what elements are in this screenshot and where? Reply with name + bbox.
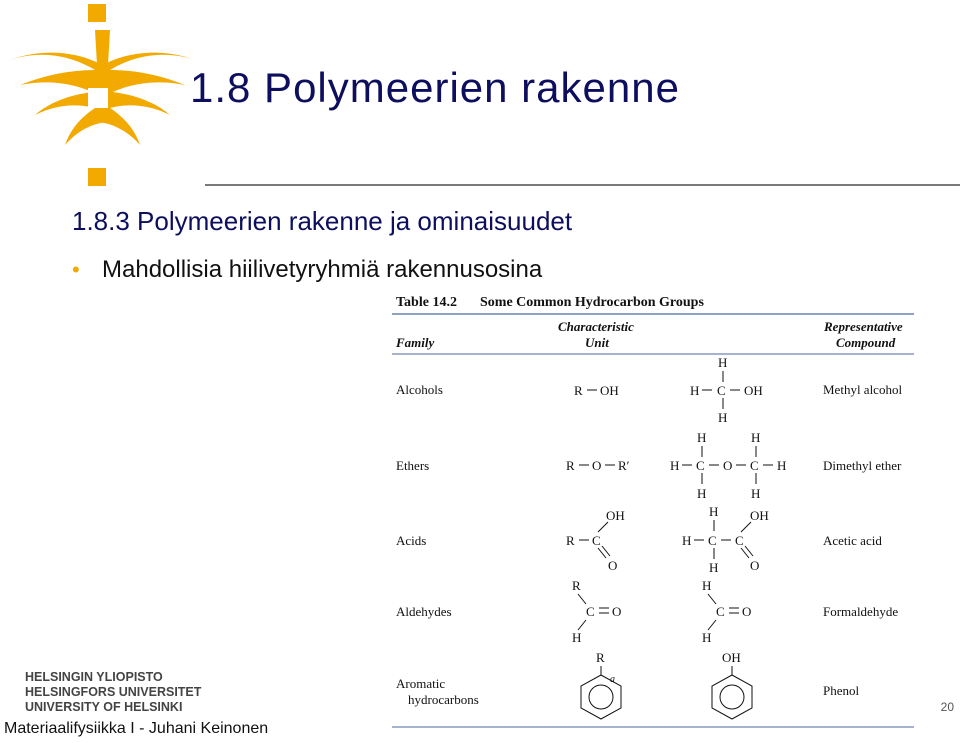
methanol-structure: [690, 355, 763, 425]
row-family-aromatic-1: Aromatic: [396, 676, 446, 691]
svg-text:H: H: [718, 355, 728, 370]
svg-text:C: C: [708, 533, 717, 548]
svg-text:OH: OH: [600, 383, 619, 398]
bullet-text: Mahdollisia hiilivetyryhmiä rakennusosina: [102, 256, 543, 283]
row-compound-methyl-alcohol: Methyl alcohol: [823, 382, 903, 397]
svg-text:H: H: [682, 533, 692, 548]
svg-text:C: C: [592, 533, 601, 548]
aldehyde-unit-structure: [572, 578, 621, 645]
svg-text:R′: R′: [618, 458, 630, 473]
row-compound-dimethyl-ether: Dimethyl ether: [823, 458, 902, 473]
dimethyl-ether-structure: [670, 430, 786, 501]
row-family-aldehydes: Aldehydes: [396, 604, 452, 619]
svg-text:H: H: [777, 458, 787, 473]
row-family-acids: Acids: [396, 533, 427, 548]
svg-text:a: a: [610, 674, 615, 685]
svg-text:OH: OH: [744, 383, 763, 398]
svg-text:H: H: [697, 486, 707, 501]
svg-text:H: H: [697, 430, 707, 445]
row-compound-formaldehyde: Formaldehyde: [823, 604, 899, 619]
svg-text:H: H: [572, 630, 582, 645]
university-name: [25, 670, 201, 715]
slide-title: 1.8 Polymeerien rakenne: [190, 64, 680, 111]
bullet-dot-icon: •: [72, 257, 80, 282]
svg-text:O: O: [608, 558, 618, 573]
aromatic-unit-structure: [581, 650, 621, 719]
row-family-alcohols: Alcohols: [396, 382, 443, 397]
title-divider: [205, 184, 960, 186]
university-flame-logo: [0, 0, 200, 190]
slide-footer: Materiaalifysiikka I - Juhani Keinonen: [4, 720, 269, 737]
formaldehyde-structure: [702, 578, 751, 645]
university-name-fi: HELSINGIN YLIOPISTO: [25, 670, 163, 684]
svg-text:H: H: [702, 630, 712, 645]
svg-text:H: H: [702, 578, 712, 593]
svg-text:H: H: [709, 560, 719, 575]
svg-text:C: C: [750, 458, 759, 473]
svg-text:R: R: [574, 383, 583, 398]
svg-text:O: O: [742, 604, 752, 619]
svg-text:O: O: [723, 458, 733, 473]
header-unit-1: Characteristic: [558, 319, 634, 334]
svg-text:C: C: [586, 604, 595, 619]
svg-text:OH: OH: [722, 650, 741, 665]
ether-unit-structure: [566, 458, 630, 473]
svg-text:R: R: [566, 458, 575, 473]
university-name-en: UNIVERSITY OF HELSINKI: [25, 700, 183, 714]
header-family: Family: [396, 335, 435, 350]
acetic-acid-structure: [682, 504, 769, 575]
svg-text:H: H: [751, 486, 761, 501]
table-caption: Some Common Hydrocarbon Groups: [480, 295, 704, 310]
acid-unit-structure: [566, 508, 625, 573]
phenol-structure: [712, 650, 752, 719]
hydrocarbon-groups-table: [392, 290, 914, 730]
header-compound-1: Representative: [824, 319, 903, 334]
svg-text:H: H: [751, 430, 761, 445]
row-compound-acetic-acid: Acetic acid: [823, 533, 882, 548]
alcohol-unit-structure: [574, 383, 619, 398]
svg-text:H: H: [690, 383, 700, 398]
svg-text:O: O: [612, 604, 622, 619]
slide-subtitle: 1.8.3 Polymeerien rakenne ja ominaisuudet: [72, 206, 573, 236]
row-compound-phenol: Phenol: [823, 683, 860, 698]
svg-text:OH: OH: [606, 508, 625, 523]
svg-text:O: O: [592, 458, 602, 473]
svg-text:C: C: [735, 533, 744, 548]
bullet-item: [72, 256, 542, 284]
svg-text:C: C: [696, 458, 705, 473]
university-name-sv: HELSINGFORS UNIVERSITET: [25, 685, 202, 699]
svg-text:O: O: [750, 558, 760, 573]
header-unit-2: Unit: [585, 335, 609, 350]
svg-text:C: C: [716, 604, 725, 619]
page-number: 20: [940, 700, 954, 714]
svg-text:OH: OH: [750, 508, 769, 523]
row-family-ethers: Ethers: [396, 458, 430, 473]
svg-text:H: H: [670, 458, 680, 473]
svg-text:R: R: [596, 650, 605, 665]
header-compound-2: Compound: [836, 335, 896, 350]
svg-text:C: C: [717, 383, 726, 398]
svg-text:H: H: [709, 504, 719, 519]
row-family-aromatic-2: hydrocarbons: [408, 692, 479, 707]
table-label: Table 14.2: [396, 295, 457, 310]
svg-text:R: R: [572, 578, 581, 593]
svg-text:H: H: [718, 410, 728, 425]
svg-text:R: R: [566, 533, 575, 548]
